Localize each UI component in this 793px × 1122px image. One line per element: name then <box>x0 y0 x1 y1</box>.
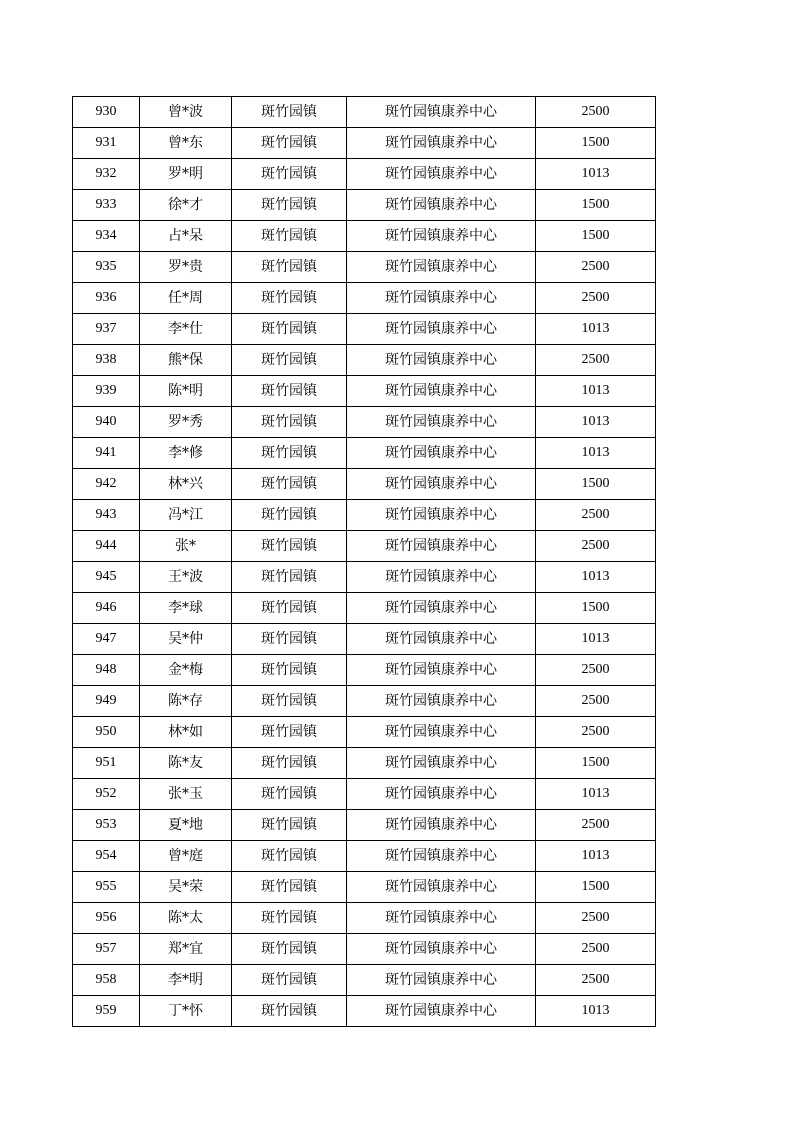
amount-cell: 1013 <box>536 841 656 872</box>
row-number-cell: 936 <box>73 283 140 314</box>
town-cell: 斑竹园镇 <box>232 128 347 159</box>
town-cell: 斑竹园镇 <box>232 531 347 562</box>
town-cell: 斑竹园镇 <box>232 655 347 686</box>
name-cell: 李*明 <box>140 965 232 996</box>
name-cell: 罗*秀 <box>140 407 232 438</box>
amount-cell: 1500 <box>536 872 656 903</box>
town-cell: 斑竹园镇 <box>232 252 347 283</box>
amount-cell: 1500 <box>536 190 656 221</box>
town-cell: 斑竹园镇 <box>232 376 347 407</box>
table-row <box>73 97 656 128</box>
table-row <box>73 841 656 872</box>
institution-cell: 斑竹园镇康养中心 <box>347 221 536 252</box>
row-number-cell: 935 <box>73 252 140 283</box>
name-cell: 曾*波 <box>140 97 232 128</box>
row-number-cell: 934 <box>73 221 140 252</box>
town-cell: 斑竹园镇 <box>232 469 347 500</box>
amount-cell: 1013 <box>536 159 656 190</box>
institution-cell: 斑竹园镇康养中心 <box>347 469 536 500</box>
town-cell: 斑竹园镇 <box>232 686 347 717</box>
name-cell: 李*修 <box>140 438 232 469</box>
table-row <box>73 376 656 407</box>
amount-cell: 1500 <box>536 128 656 159</box>
institution-cell: 斑竹园镇康养中心 <box>347 996 536 1027</box>
name-cell: 曾*庭 <box>140 841 232 872</box>
table-row <box>73 686 656 717</box>
name-cell: 罗*明 <box>140 159 232 190</box>
institution-cell: 斑竹园镇康养中心 <box>347 903 536 934</box>
institution-cell: 斑竹园镇康养中心 <box>347 407 536 438</box>
name-cell: 郑*宜 <box>140 934 232 965</box>
town-cell: 斑竹园镇 <box>232 283 347 314</box>
table-row <box>73 252 656 283</box>
amount-cell: 2500 <box>536 965 656 996</box>
table-row <box>73 283 656 314</box>
name-cell: 冯*江 <box>140 500 232 531</box>
amount-cell: 1013 <box>536 438 656 469</box>
town-cell: 斑竹园镇 <box>232 97 347 128</box>
row-number-cell: 940 <box>73 407 140 438</box>
institution-cell: 斑竹园镇康养中心 <box>347 252 536 283</box>
town-cell: 斑竹园镇 <box>232 717 347 748</box>
town-cell: 斑竹园镇 <box>232 748 347 779</box>
amount-cell: 2500 <box>536 717 656 748</box>
table-row <box>73 345 656 376</box>
institution-cell: 斑竹园镇康养中心 <box>347 779 536 810</box>
name-cell: 林*兴 <box>140 469 232 500</box>
table-row <box>73 531 656 562</box>
amount-cell: 1013 <box>536 779 656 810</box>
town-cell: 斑竹园镇 <box>232 624 347 655</box>
institution-cell: 斑竹园镇康养中心 <box>347 624 536 655</box>
institution-cell: 斑竹园镇康养中心 <box>347 686 536 717</box>
table-row <box>73 221 656 252</box>
row-number-cell: 948 <box>73 655 140 686</box>
name-cell: 张*玉 <box>140 779 232 810</box>
name-cell: 吴*仲 <box>140 624 232 655</box>
town-cell: 斑竹园镇 <box>232 562 347 593</box>
amount-cell: 2500 <box>536 934 656 965</box>
amount-cell: 1013 <box>536 562 656 593</box>
town-cell: 斑竹园镇 <box>232 841 347 872</box>
row-number-cell: 950 <box>73 717 140 748</box>
institution-cell: 斑竹园镇康养中心 <box>347 531 536 562</box>
town-cell: 斑竹园镇 <box>232 345 347 376</box>
institution-cell: 斑竹园镇康养中心 <box>347 593 536 624</box>
name-cell: 陈*明 <box>140 376 232 407</box>
town-cell: 斑竹园镇 <box>232 407 347 438</box>
amount-cell: 1013 <box>536 407 656 438</box>
amount-cell: 2500 <box>536 97 656 128</box>
amount-cell: 2500 <box>536 252 656 283</box>
name-cell: 熊*保 <box>140 345 232 376</box>
table-row <box>73 314 656 345</box>
row-number-cell: 930 <box>73 97 140 128</box>
table-row <box>73 903 656 934</box>
row-number-cell: 942 <box>73 469 140 500</box>
name-cell: 林*如 <box>140 717 232 748</box>
row-number-cell: 931 <box>73 128 140 159</box>
institution-cell: 斑竹园镇康养中心 <box>347 159 536 190</box>
institution-cell: 斑竹园镇康养中心 <box>347 376 536 407</box>
row-number-cell: 951 <box>73 748 140 779</box>
table-row <box>73 996 656 1027</box>
amount-cell: 2500 <box>536 345 656 376</box>
institution-cell: 斑竹园镇康养中心 <box>347 562 536 593</box>
town-cell: 斑竹园镇 <box>232 314 347 345</box>
table-row <box>73 128 656 159</box>
row-number-cell: 941 <box>73 438 140 469</box>
institution-cell: 斑竹园镇康养中心 <box>347 500 536 531</box>
town-cell: 斑竹园镇 <box>232 190 347 221</box>
name-cell: 李*仕 <box>140 314 232 345</box>
row-number-cell: 938 <box>73 345 140 376</box>
institution-cell: 斑竹园镇康养中心 <box>347 655 536 686</box>
row-number-cell: 949 <box>73 686 140 717</box>
name-cell: 陈*友 <box>140 748 232 779</box>
table-row <box>73 500 656 531</box>
institution-cell: 斑竹园镇康养中心 <box>347 128 536 159</box>
table-row <box>73 438 656 469</box>
row-number-cell: 955 <box>73 872 140 903</box>
town-cell: 斑竹园镇 <box>232 593 347 624</box>
name-cell: 陈*存 <box>140 686 232 717</box>
institution-cell: 斑竹园镇康养中心 <box>347 872 536 903</box>
table-row <box>73 717 656 748</box>
amount-cell: 2500 <box>536 283 656 314</box>
table-row <box>73 190 656 221</box>
row-number-cell: 945 <box>73 562 140 593</box>
table-row <box>73 810 656 841</box>
table-row <box>73 779 656 810</box>
row-number-cell: 937 <box>73 314 140 345</box>
table-row <box>73 593 656 624</box>
name-cell: 夏*地 <box>140 810 232 841</box>
town-cell: 斑竹园镇 <box>232 438 347 469</box>
town-cell: 斑竹园镇 <box>232 965 347 996</box>
amount-cell: 1500 <box>536 221 656 252</box>
amount-cell: 1013 <box>536 996 656 1027</box>
institution-cell: 斑竹园镇康养中心 <box>347 345 536 376</box>
row-number-cell: 957 <box>73 934 140 965</box>
institution-cell: 斑竹园镇康养中心 <box>347 717 536 748</box>
name-cell: 吴*荣 <box>140 872 232 903</box>
name-cell: 王*波 <box>140 562 232 593</box>
row-number-cell: 947 <box>73 624 140 655</box>
table-row <box>73 562 656 593</box>
institution-cell: 斑竹园镇康养中心 <box>347 810 536 841</box>
amount-cell: 2500 <box>536 500 656 531</box>
name-cell: 丁*怀 <box>140 996 232 1027</box>
row-number-cell: 943 <box>73 500 140 531</box>
institution-cell: 斑竹园镇康养中心 <box>347 965 536 996</box>
amount-cell: 2500 <box>536 810 656 841</box>
institution-cell: 斑竹园镇康养中心 <box>347 190 536 221</box>
subsidy-table <box>72 96 656 1027</box>
amount-cell: 2500 <box>536 686 656 717</box>
institution-cell: 斑竹园镇康养中心 <box>347 283 536 314</box>
table-row <box>73 934 656 965</box>
table-row <box>73 965 656 996</box>
institution-cell: 斑竹园镇康养中心 <box>347 438 536 469</box>
institution-cell: 斑竹园镇康养中心 <box>347 97 536 128</box>
name-cell: 张* <box>140 531 232 562</box>
row-number-cell: 959 <box>73 996 140 1027</box>
table-row <box>73 624 656 655</box>
town-cell: 斑竹园镇 <box>232 779 347 810</box>
table-row <box>73 872 656 903</box>
town-cell: 斑竹园镇 <box>232 872 347 903</box>
name-cell: 任*周 <box>140 283 232 314</box>
row-number-cell: 956 <box>73 903 140 934</box>
town-cell: 斑竹园镇 <box>232 996 347 1027</box>
town-cell: 斑竹园镇 <box>232 810 347 841</box>
row-number-cell: 939 <box>73 376 140 407</box>
name-cell: 罗*贵 <box>140 252 232 283</box>
amount-cell: 1013 <box>536 314 656 345</box>
town-cell: 斑竹园镇 <box>232 159 347 190</box>
row-number-cell: 946 <box>73 593 140 624</box>
table-row <box>73 407 656 438</box>
row-number-cell: 958 <box>73 965 140 996</box>
amount-cell: 2500 <box>536 903 656 934</box>
amount-cell: 1013 <box>536 624 656 655</box>
row-number-cell: 944 <box>73 531 140 562</box>
name-cell: 曾*东 <box>140 128 232 159</box>
town-cell: 斑竹园镇 <box>232 500 347 531</box>
name-cell: 李*球 <box>140 593 232 624</box>
row-number-cell: 954 <box>73 841 140 872</box>
row-number-cell: 953 <box>73 810 140 841</box>
institution-cell: 斑竹园镇康养中心 <box>347 841 536 872</box>
amount-cell: 2500 <box>536 531 656 562</box>
amount-cell: 1500 <box>536 593 656 624</box>
institution-cell: 斑竹园镇康养中心 <box>347 748 536 779</box>
table-row <box>73 159 656 190</box>
town-cell: 斑竹园镇 <box>232 221 347 252</box>
amount-cell: 2500 <box>536 655 656 686</box>
amount-cell: 1500 <box>536 469 656 500</box>
row-number-cell: 932 <box>73 159 140 190</box>
name-cell: 徐*才 <box>140 190 232 221</box>
table-body <box>73 97 656 1027</box>
town-cell: 斑竹园镇 <box>232 903 347 934</box>
amount-cell: 1500 <box>536 748 656 779</box>
institution-cell: 斑竹园镇康养中心 <box>347 314 536 345</box>
table-row <box>73 748 656 779</box>
row-number-cell: 933 <box>73 190 140 221</box>
name-cell: 占*呆 <box>140 221 232 252</box>
amount-cell: 1013 <box>536 376 656 407</box>
name-cell: 陈*太 <box>140 903 232 934</box>
name-cell: 金*梅 <box>140 655 232 686</box>
row-number-cell: 952 <box>73 779 140 810</box>
institution-cell: 斑竹园镇康养中心 <box>347 934 536 965</box>
table-row <box>73 469 656 500</box>
table-row <box>73 655 656 686</box>
town-cell: 斑竹园镇 <box>232 934 347 965</box>
